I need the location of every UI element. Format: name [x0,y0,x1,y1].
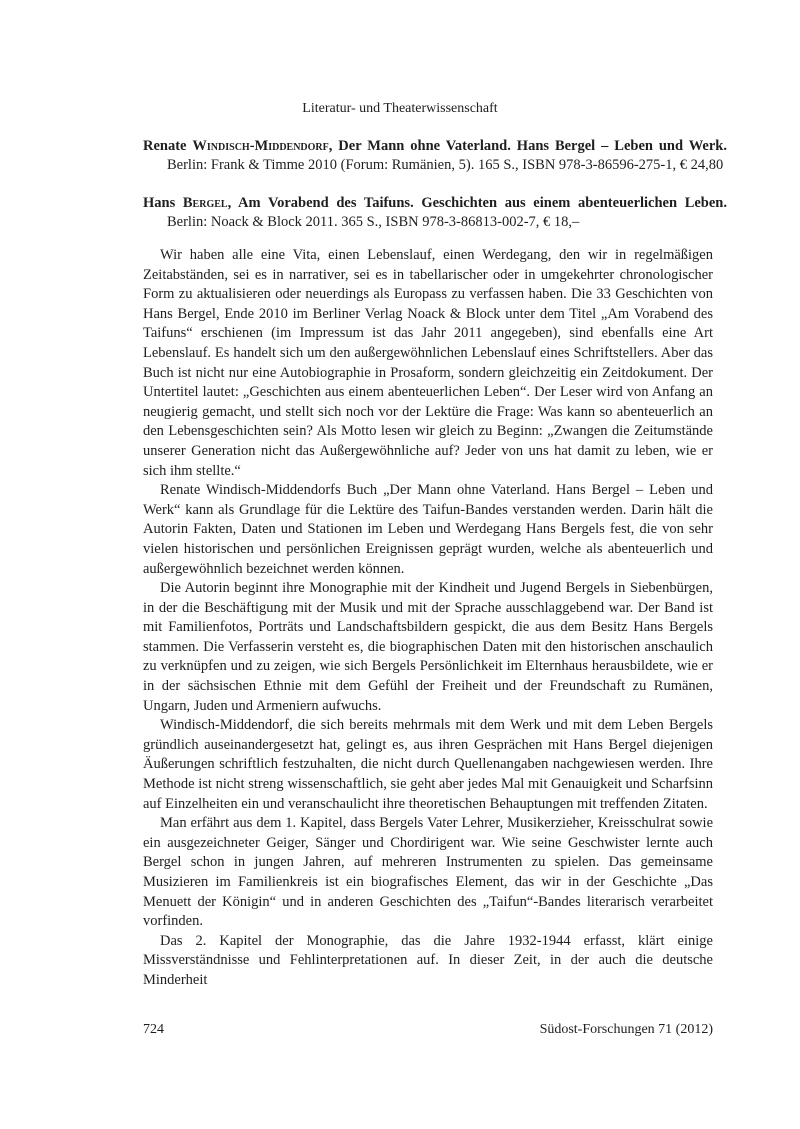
journal-reference: Südost-Forschungen 71 (2012) [539,1022,713,1037]
paragraph: Wir haben alle eine Vita, einen Lebenslauf, einen Werdegang, den wir in regelmäßigen Zeitabständen, sei es in narrativer, sei es in tabellarischer oder in umgekehrter chronologischer Form zu aktualisieren oder neuerdings als Europass zu verfassen haben. Die 33 Geschichten von Hans Bergel, Ende 2010 im Berliner Verlag Noack & Block unter dem Titel „Am Vorabend des Taifuns“ erschienen (im Impressum ist das Jahr 2011 angegeben), sind ebenfalls eine Art Lebenslauf. Es handelt sich um den außergewöhnlichen Lebenslauf eines Schriftstellers. Aber das Buch ist nicht nur eine Autobiographie in Prosaform, sondern gleichzeitig ein Zeitdokument. Der Untertitel lautet: „Geschichten aus einem abenteuerlichen Leben“. Der Leser wird von Anfang an neugierig gemacht, und stellt sich noch vor der Lektüre die Frage: Was kann so abenteuerlich an den Lebensgeschichten sein? Als Motto lesen wir gleich zu Beginn: „Zwangen die Zeitumstände unserer Generation nicht das Außergewöhnliche auf? Jeder von uns hat damit zu leben, wie er sich ihm stellte.“ [143,247,713,479]
paragraph: Die Autorin beginnt ihre Monographie mit der Kindheit und Jugend Bergels in Siebenbürgen, in der die Beschäftigung mit der Musik und mit der Sprache ausschlaggebend war. Der Band ist mit Familienfotos, Porträts und Landschaftsbildern gespickt, die aus dem Besitz Hans Bergels stammen. Die Verfasserin versteht es, die biographischen Daten mit den historischen anschaulich zu verknüpfen und zu zeigen, wie sich Bergels Persönlichkeit im Elternhaus herausbildete, wie er in der sächsischen Ethnie mit dem Gefühl der Freiheit und der Freundschaft zu Rumänen, Ungarn, Juden und Armeniern aufwuchs. [143,580,713,714]
paragraph: Renate Windisch-Middendorfs Buch „Der Mann ohne Vaterland. Hans Bergel – Leben und Werk“ kann als Grundlage für die Lektüre des Taifun-Bandes verstanden werden. Darin hält die Autorin Fakten, Daten und Stationen im Leben und Werdegang Hans Bergels fest, die von sehr vielen historischen und persönlichen Ereignissen geprägt wurden, welche als abenteuerlich und außergewöhnlich bezeichnet werden können. [143,482,713,577]
paragraph: Das 2. Kapitel der Monographie, das die Jahre 1932-1944 erfasst, klärt einige Missverständnisse und Fehlinterpretationen auf. In dieser Zeit, in der auch die deutsche Minderheit [143,932,713,988]
review-body [143,246,713,991]
publication-details: Berlin: Noack & Block 2011. 365 S., ISBN 978-3-86813-002-7, € 18,– [167,214,580,230]
paragraph: Man erfährt aus dem 1. Kapitel, dass Bergels Vater Lehrer, Musikerzieher, Kreisschulrat sowie ein ausgezeichneter Geiger, Sänger und Chordirigent war. Wie seine Geschwister lernte auch Bergel schon in jungen Jahren, auf mehreren Instrumenten zu spielen. Das gemeinsame Musizieren im Familienkreis ist ein biografisches Element, das wir in der Geschichte „Das Menuett der Königin“ und in anderen Geschichten des „Taifun“-Bandes literarisch verarbeitet vorfinden. [143,815,713,930]
bibliographic-entry [143,194,727,232]
book-title: , Der Mann ohne Vaterland. Hans Bergel – Leben und Werk. [328,138,727,154]
author-first-name: Renate [143,138,193,154]
book-title: , Am Vorabend des Taifuns. Geschichten aus einem abenteuerlichen Leben. [227,195,727,211]
running-head: Literatur- und Theaterwissenschaft [302,101,498,116]
page-number: 724 [143,1022,164,1037]
author-first-name: Hans [143,195,183,211]
author-last-name: Windisch-Middendorf [192,138,329,154]
publication-details: Berlin: Frank & Timme 2010 (Forum: Rumänien, 5). 165 S., ISBN 978-3-86596-275-1, € 24,80 [167,157,724,173]
paragraph: Windisch-Middendorf, die sich bereits mehrmals mit dem Werk und mit dem Leben Bergels gründlich auseinandergesetzt hat, gelingt es, aus ihren Gesprächen mit Hans Bergel diejenigen Äußerungen schriftlich festzuhalten, die nicht durch Quellenangaben nachgewiesen werden. Ihre Methode ist nicht streng wissenschaftlich, sie geht aber jedes Mal mit Genauigkeit und Scharfsinn auf Einzelheiten ein und veranschaulicht ihre theoretischen Behauptungen mit treffenden Zitaten. [143,717,713,812]
author-last-name: Bergel [182,195,228,211]
bibliographic-entry [143,137,727,175]
